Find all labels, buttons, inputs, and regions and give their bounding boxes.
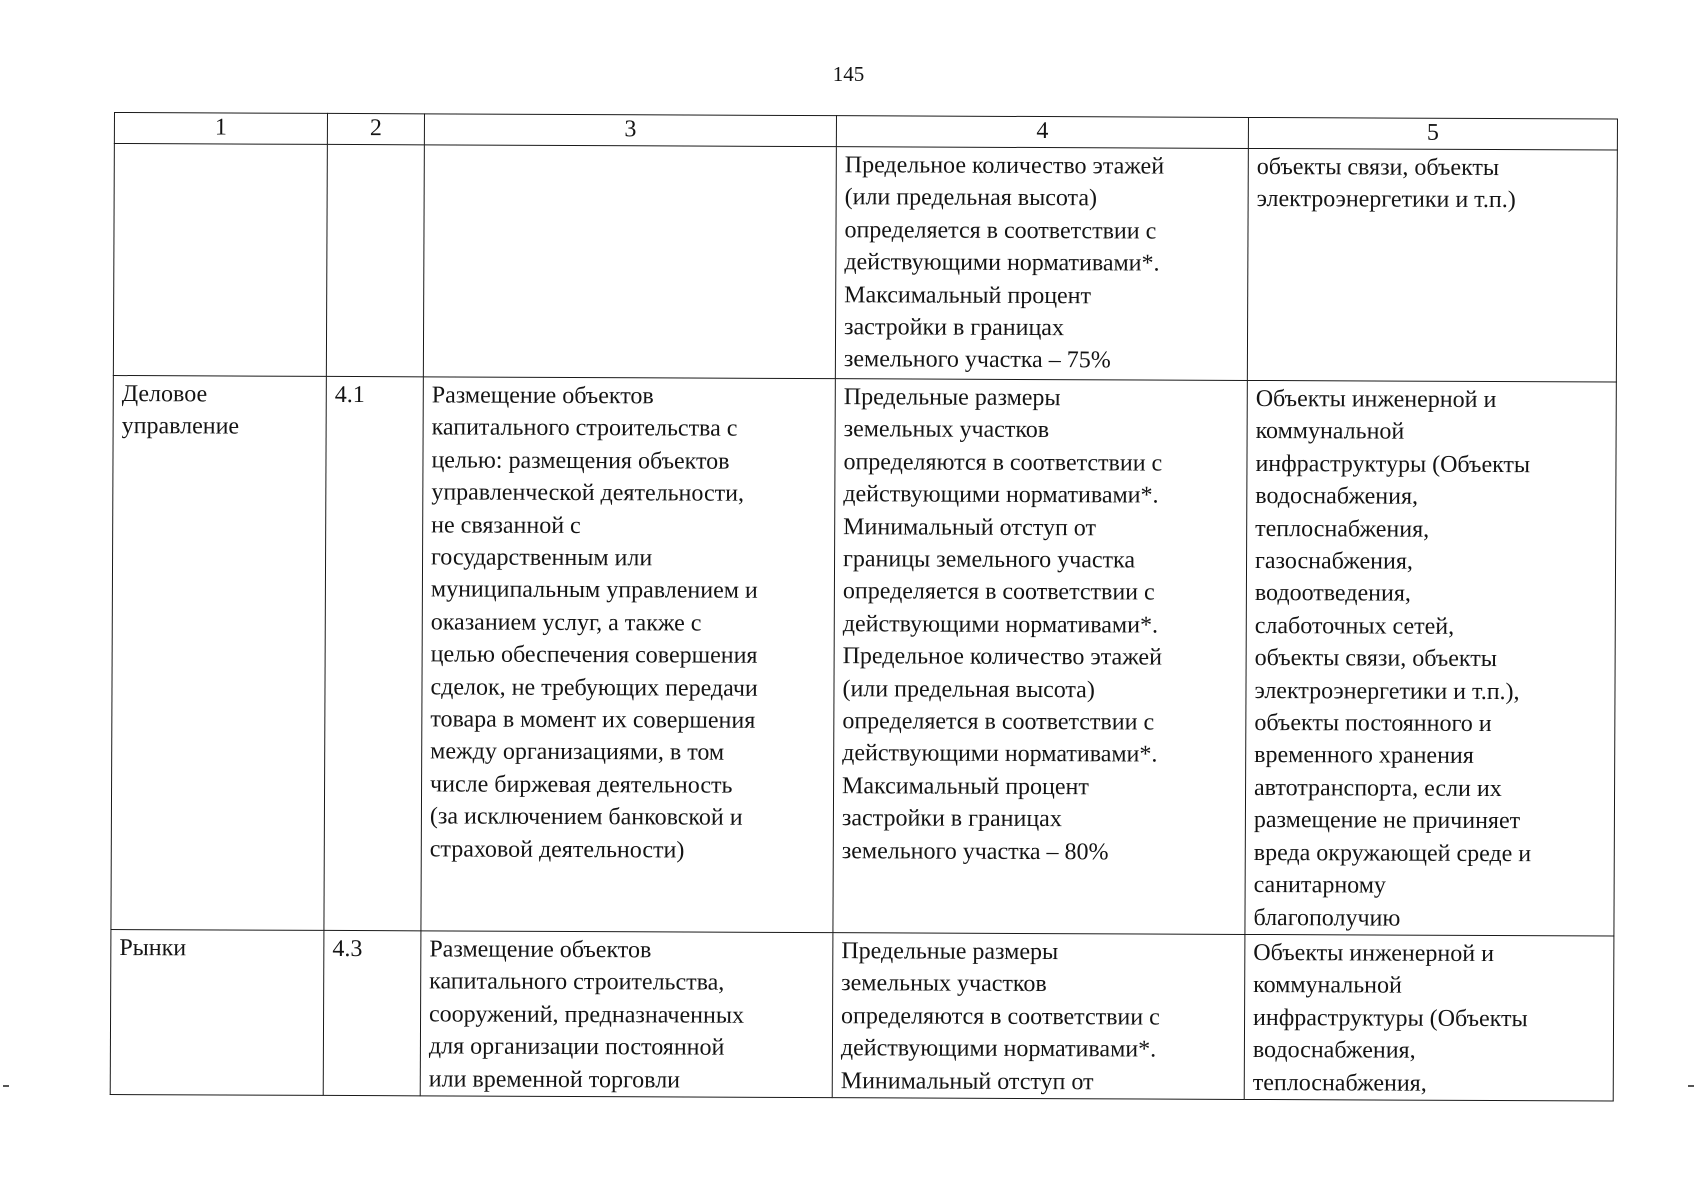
use-type-name-cell bbox=[113, 144, 327, 377]
construction-parameters-cell: Предельное количество этажей (или предельная высота) определяется в соответствии с действующими нормативами*. Максимальный процент застройки в границах земельного участка – 75% bbox=[835, 147, 1248, 381]
use-type-name-cell: Деловое управление bbox=[111, 375, 326, 930]
use-type-name-cell: Рынки bbox=[110, 929, 324, 1095]
column-header-1: 1 bbox=[114, 113, 327, 145]
table-row-continuation bbox=[113, 144, 1617, 383]
use-type-code-cell: 4.3 bbox=[323, 930, 421, 1095]
auxiliary-uses-cell: Объекты инженерной и коммунальной инфраструктуры (Объекты водоснабжения, теплоснабжения, bbox=[1244, 934, 1614, 1101]
use-type-code-cell bbox=[326, 144, 424, 376]
column-header-4: 4 bbox=[836, 116, 1248, 149]
table-row-business-management bbox=[111, 375, 1616, 935]
construction-parameters-cell: Предельные размеры земельных участков определяются в соответствии с действующими нормативами*. Минимальный отступ от границы земельного участка определяется в соответствии с действующими нормативами*. Предельное количество этажей (или предельная высота) определяется в соответствии с действующими нормативами*. Максимальный процент застройки в границах земельного участка – 80% bbox=[833, 379, 1247, 935]
use-type-description-cell: Размещение объектов капитального строительства, сооружений, предназначенных для организации постоянной или временной торговли bbox=[420, 931, 833, 1098]
auxiliary-uses-cell: объекты связи, объекты электроэнергетики и т.п.) bbox=[1247, 148, 1617, 382]
auxiliary-uses-cell: Объекты инженерной и коммунальной инфраструктуры (Объекты водоснабжения, теплоснабжения, газоснабжения, водоотведения, слаботочных сетей, объекты связи, объекты электроэнергетики и т.п.), объекты постоянного и временного хранения автотранспорта, если их размещение не причиняет вреда окружающей среде и санитарному благополучию bbox=[1245, 380, 1616, 936]
page-number: 145 bbox=[832, 62, 865, 86]
left-scan-mark bbox=[3, 1085, 9, 1087]
right-scan-mark bbox=[1688, 1085, 1694, 1087]
use-type-description-cell: Размещение объектов капитального строительства с целью: размещения объектов управленческой деятельности, не связанной с государственным или муниципальным управлением и оказанием услуг, а также с целью обеспечения совершения сделок, не требующих передачи товара в момент их совершения между организациями, в том числе биржевая деятельность (за исключением банковской и страховой деятельности) bbox=[421, 377, 835, 933]
column-header-2: 2 bbox=[327, 113, 424, 144]
permitted-use-table bbox=[110, 112, 1618, 1101]
column-header-5: 5 bbox=[1248, 117, 1617, 150]
construction-parameters-cell: Предельные размеры земельных участков определяются в соответствии с действующими нормативами*. Минимальный отступ от bbox=[832, 933, 1245, 1100]
table-row-markets bbox=[110, 929, 1614, 1101]
use-type-description-cell bbox=[423, 145, 836, 379]
use-type-code-cell: 4.1 bbox=[324, 376, 423, 930]
column-header-3: 3 bbox=[424, 114, 836, 147]
